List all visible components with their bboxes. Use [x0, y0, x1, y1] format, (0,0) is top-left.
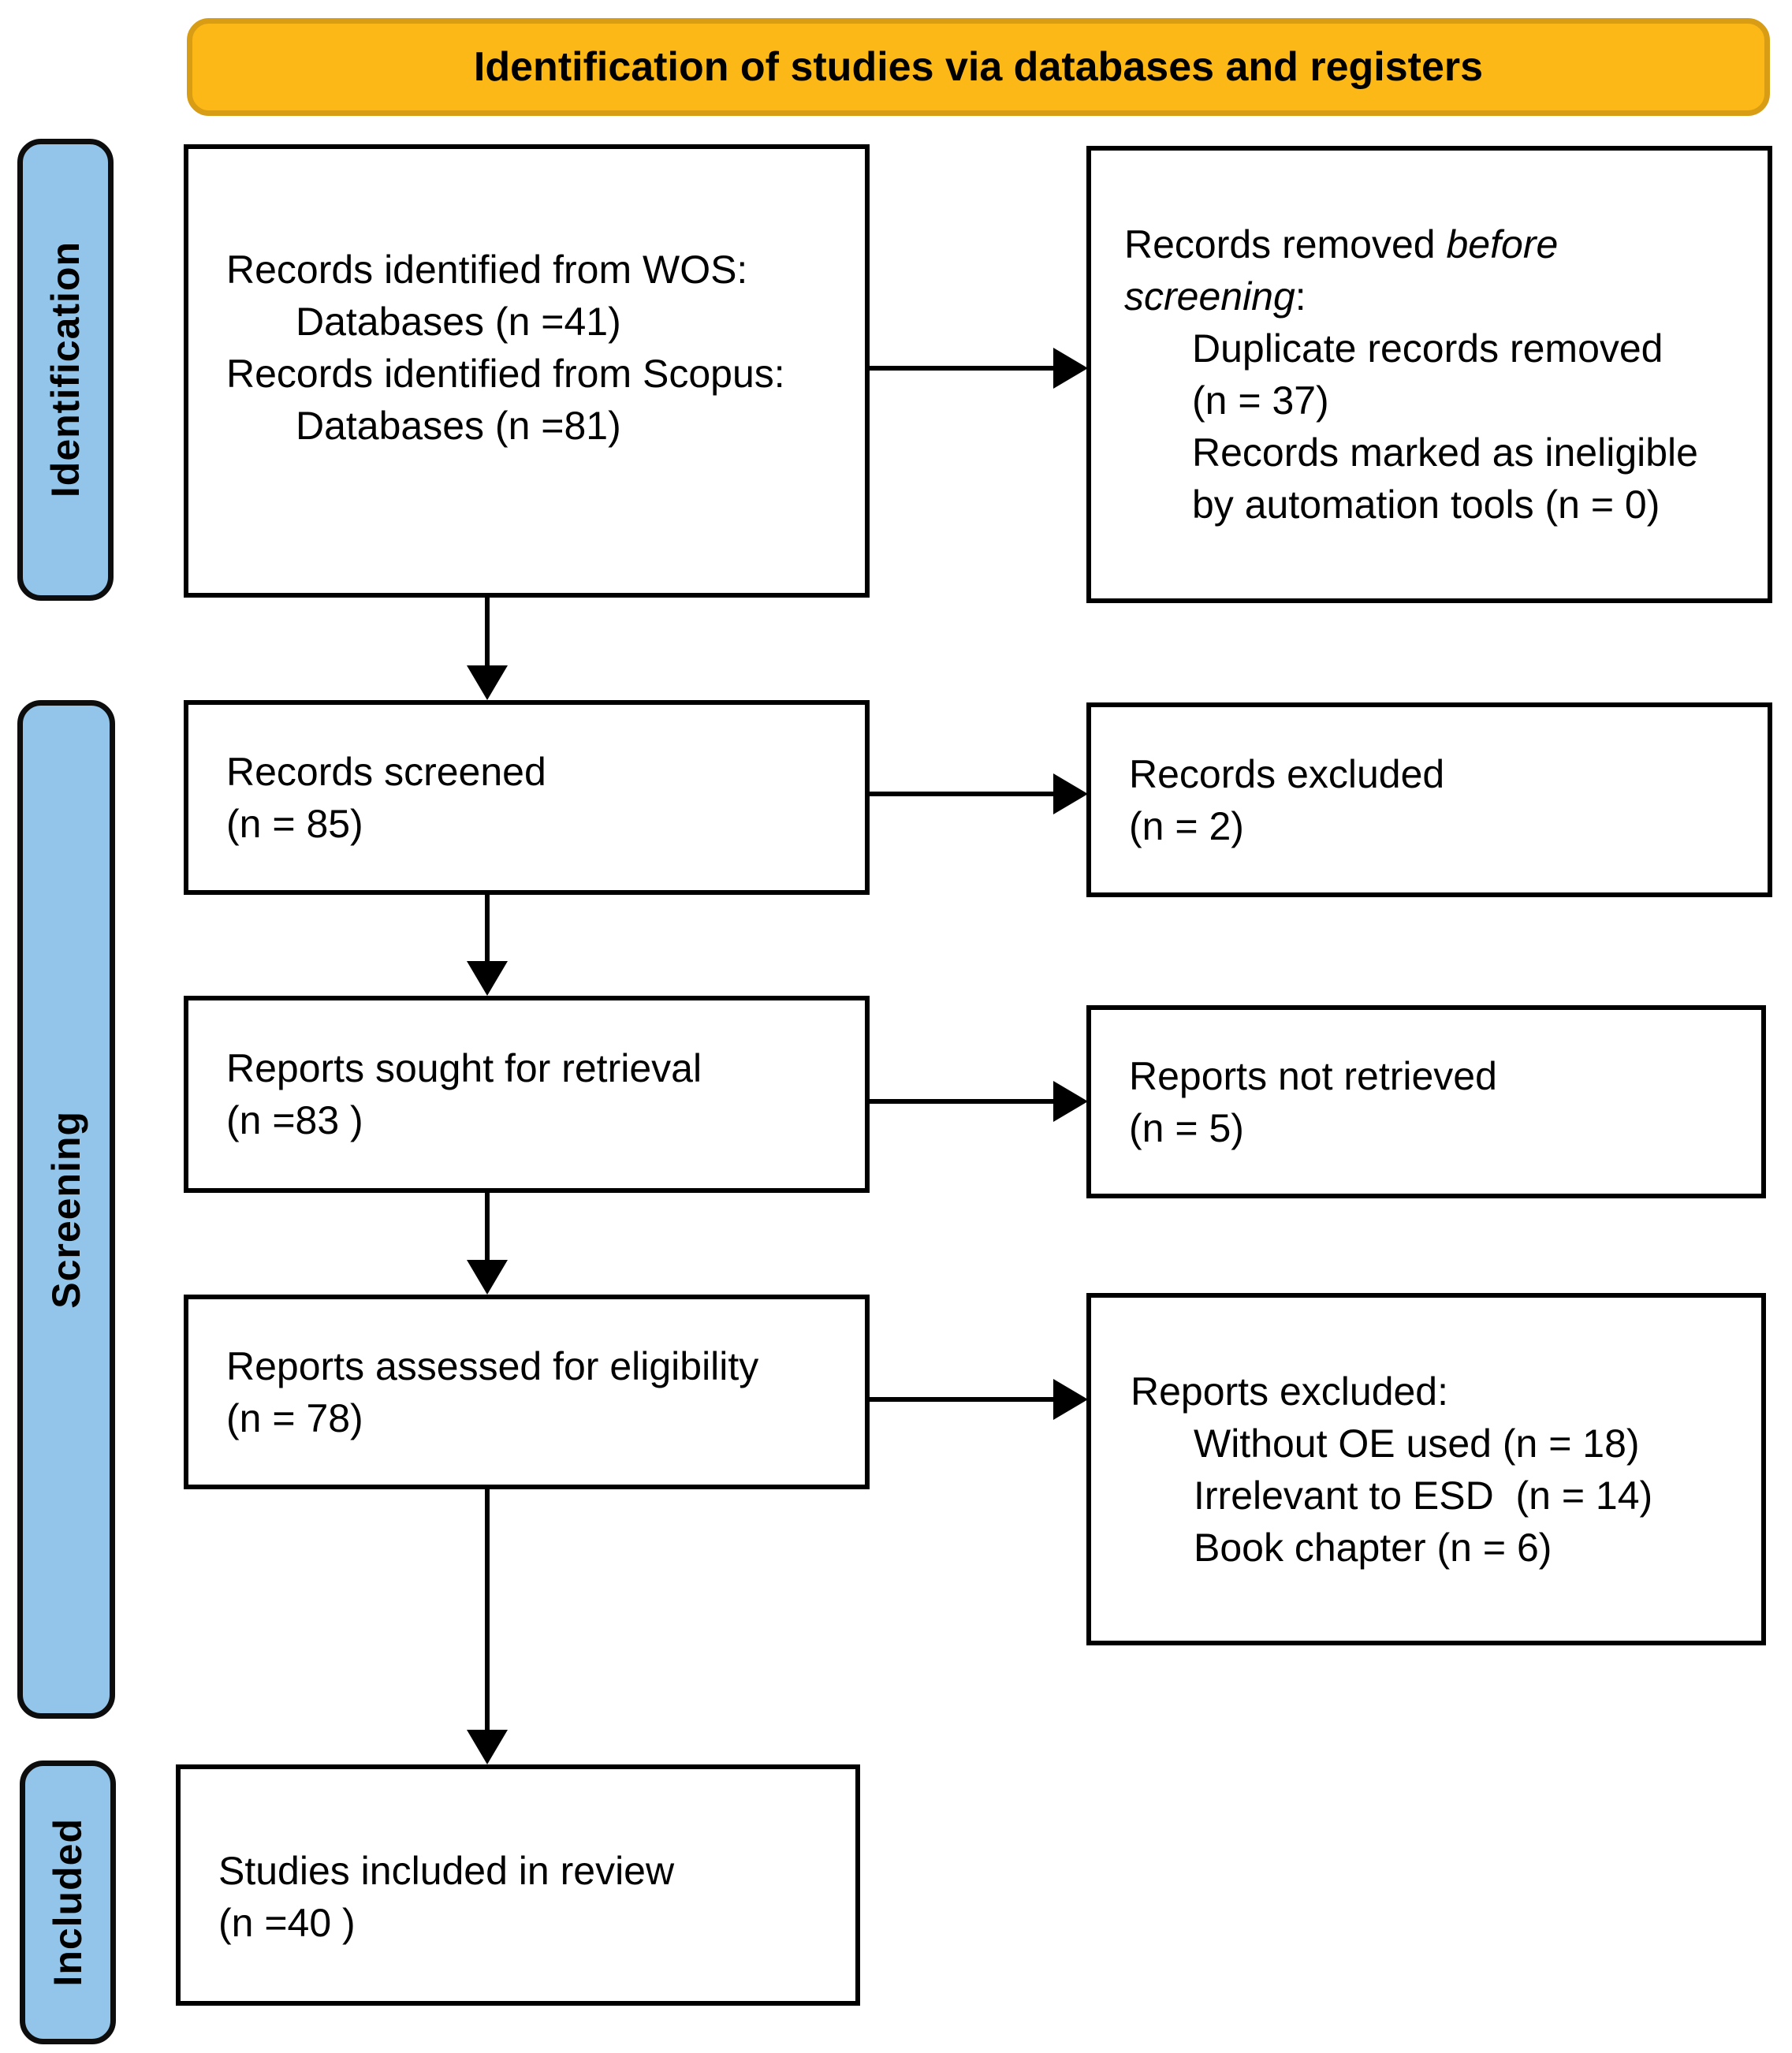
- reports-excluded-item3: Book chapter (n = 6): [1194, 1525, 1552, 1570]
- records-identified-line3: Records identified from Scopus:: [226, 351, 785, 396]
- reports-assessed-line2: (n = 78): [226, 1395, 363, 1440]
- records-removed-item2-line2: by automation tools (n = 0): [1192, 483, 1660, 527]
- studies-included-line1: Studies included in review: [218, 1849, 675, 1893]
- reports-not-retrieved-line2: (n = 5): [1129, 1105, 1244, 1150]
- arrow-head-down-icon: [467, 1260, 508, 1295]
- arrow-head-right-icon: [1053, 1379, 1088, 1420]
- stage-label-included: [20, 1761, 116, 2044]
- arrow-shaft: [485, 598, 490, 669]
- records-removed-line1: Records removed before: [1124, 222, 1559, 266]
- arrow-head-right-icon: [1053, 773, 1088, 814]
- arrow-head-right-icon: [1053, 348, 1088, 389]
- records-identified-line2: Databases (n =41): [296, 299, 621, 344]
- box-records-removed-before-screening: [1086, 146, 1772, 603]
- records-identified-line1: Records identified from WOS:: [226, 247, 748, 292]
- arrow-shaft: [870, 792, 1056, 796]
- reports-assessed-line1: Reports assessed for eligibility: [226, 1343, 759, 1388]
- stage-label-screening-text: Screening: [44, 1110, 88, 1309]
- box-records-screened: [184, 700, 870, 895]
- arrow-shaft: [870, 1099, 1056, 1104]
- title-banner-label: Identification of studies via databases and registers: [473, 44, 1484, 90]
- reports-excluded-title: Reports excluded:: [1131, 1369, 1449, 1414]
- box-records-identified: [184, 144, 870, 598]
- title-banner: [187, 18, 1770, 116]
- records-removed-line2: screening:: [1124, 274, 1306, 319]
- records-excluded-line1: Records excluded: [1129, 751, 1445, 796]
- box-reports-excluded: [1086, 1293, 1766, 1645]
- arrow-shaft: [870, 366, 1056, 371]
- reports-sought-line2: (n =83 ): [226, 1098, 363, 1142]
- stage-label-included-text: Included: [46, 1818, 90, 1987]
- box-reports-not-retrieved: [1086, 1005, 1766, 1198]
- reports-excluded-item2: Irrelevant to ESD (n = 14): [1194, 1473, 1653, 1518]
- box-records-excluded: [1086, 702, 1772, 897]
- arrow-head-down-icon: [467, 665, 508, 700]
- box-reports-sought-for-retrieval: [184, 996, 870, 1193]
- box-reports-assessed-for-eligibility: [184, 1295, 870, 1489]
- records-identified-line4: Databases (n =81): [296, 403, 621, 448]
- records-removed-item2-line1: Records marked as ineligible: [1192, 430, 1698, 475]
- stage-label-identification: [17, 139, 114, 601]
- reports-excluded-item1: Without OE used (n = 18): [1194, 1421, 1640, 1466]
- records-removed-item1-line1: Duplicate records removed: [1192, 326, 1663, 371]
- records-excluded-line2: (n = 2): [1129, 803, 1244, 848]
- arrow-head-right-icon: [1053, 1081, 1088, 1122]
- records-removed-item1-line2: (n = 37): [1192, 378, 1329, 423]
- records-screened-line2: (n = 85): [226, 801, 363, 846]
- stage-label-screening: [17, 700, 115, 1719]
- box-studies-included-in-review: [176, 1764, 860, 2006]
- studies-included-line2: (n =40 ): [218, 1901, 356, 1945]
- arrow-shaft: [485, 1489, 490, 1733]
- records-screened-line1: Records screened: [226, 749, 546, 794]
- arrow-head-down-icon: [467, 961, 508, 996]
- arrow-shaft: [870, 1397, 1056, 1402]
- arrow-head-down-icon: [467, 1730, 508, 1764]
- stage-label-identification-text: Identification: [43, 241, 88, 498]
- reports-sought-line1: Reports sought for retrieval: [226, 1046, 702, 1090]
- reports-not-retrieved-line1: Reports not retrieved: [1129, 1053, 1497, 1098]
- arrow-shaft: [485, 1193, 490, 1263]
- arrow-shaft: [485, 895, 490, 964]
